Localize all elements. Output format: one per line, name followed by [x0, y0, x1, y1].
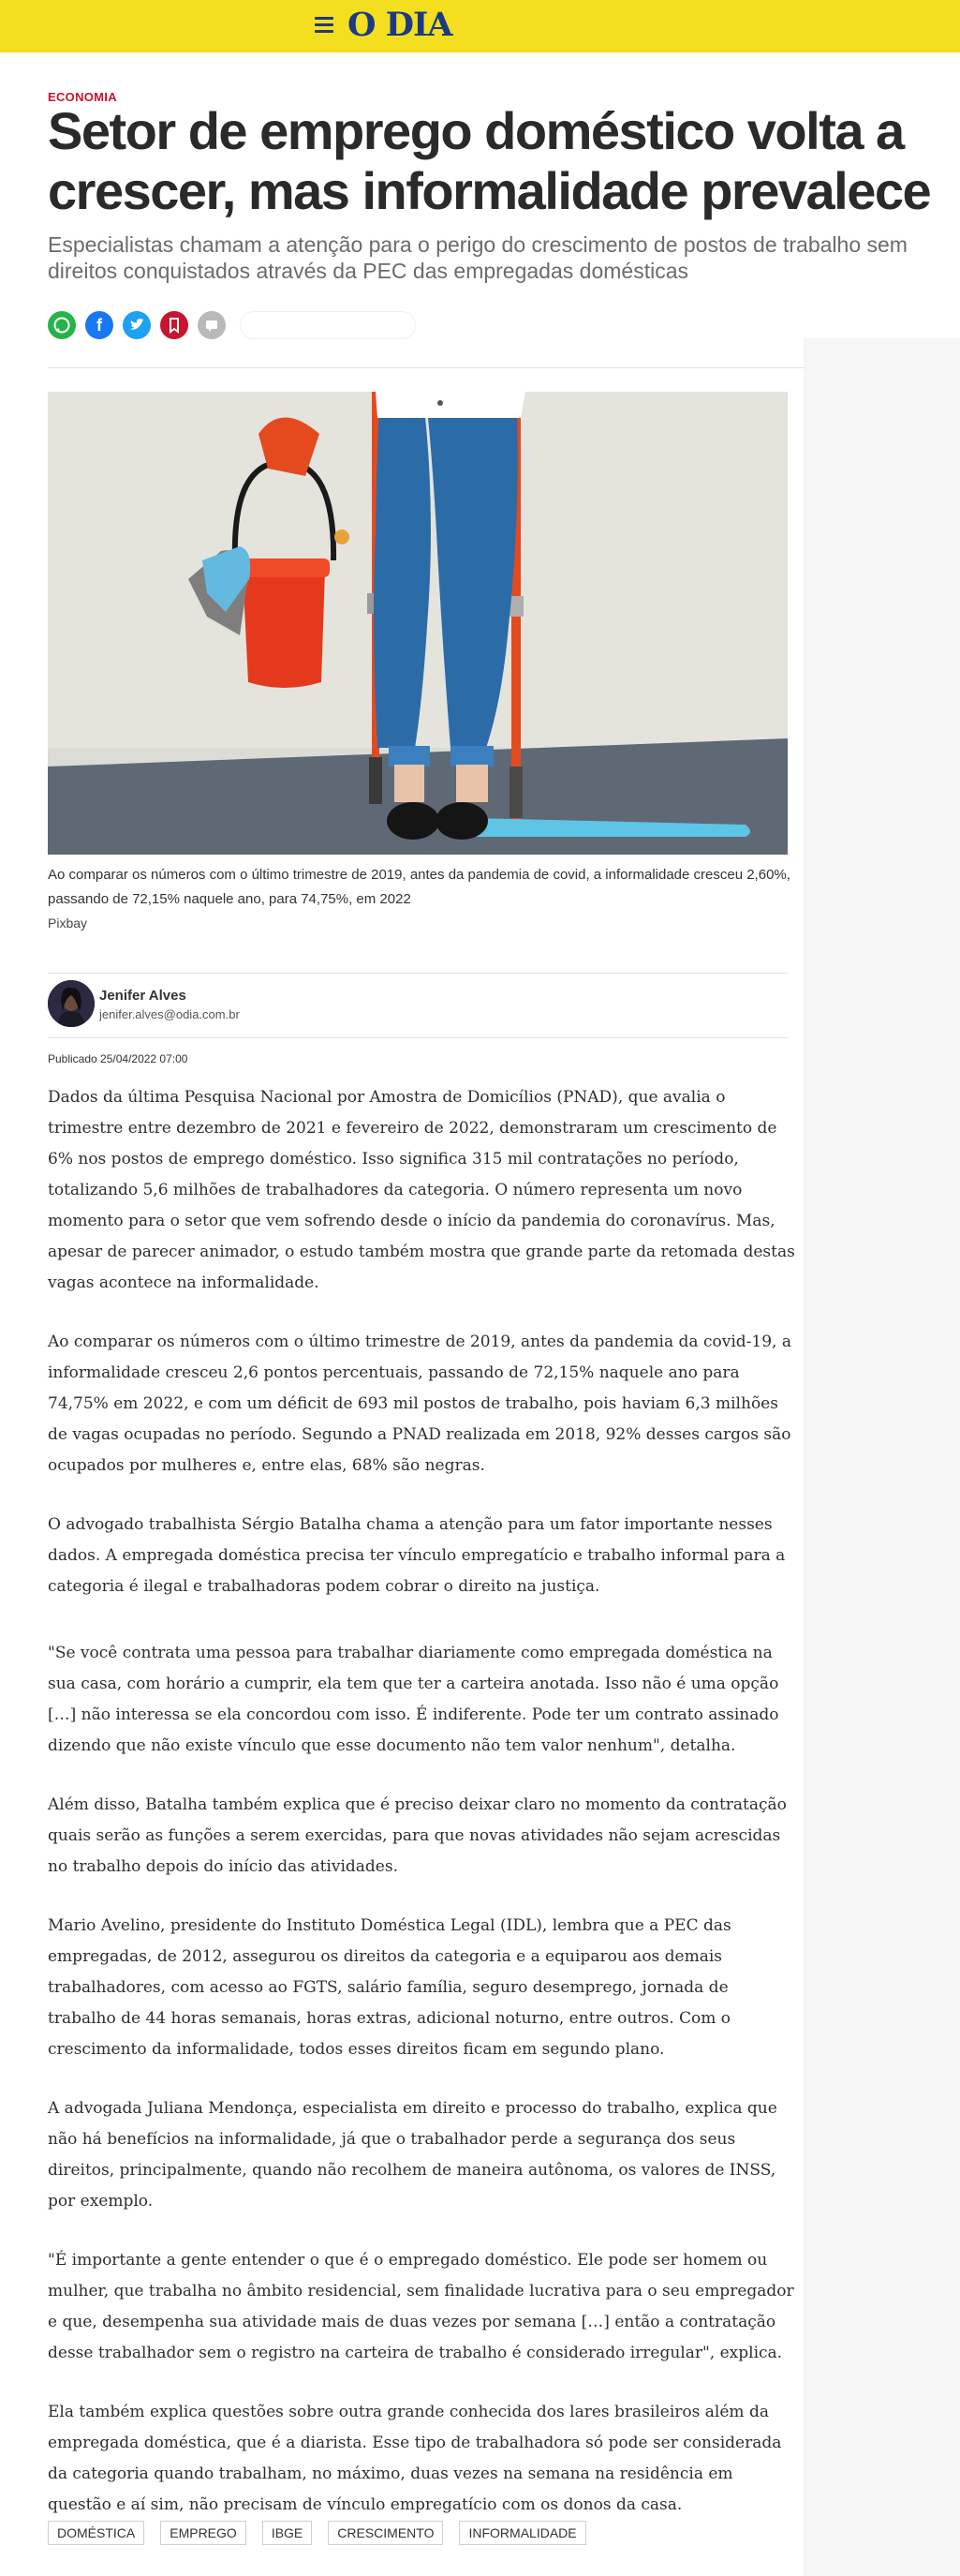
author-email[interactable]: jenifer.alves@odia.com.br	[99, 1007, 240, 1021]
cleaning-illustration	[48, 392, 788, 855]
comment-icon	[198, 311, 226, 339]
article-quote: "Se você contrata uma pessoa para trabalhar diariamente como empregada doméstica na sua casa, com horário a cumprir, ela tem que ter a carteira anotada. Isso não é uma opção […] não interessa se ela concordou com isso. É indiferente. Pode ter um contrato assinado dizendo que não existe vínculo que esse documento não tem valor nenhum", detalha.	[48, 1644, 779, 1755]
bookmark-icon	[160, 311, 188, 339]
image-caption: Ao comparar os números com o último trimestre de 2019, antes da pandemia de covid, a informalidade cresceu 2,60%, passando de 72,15% naquele ano, para 74,75%, em 2022	[48, 867, 790, 907]
divider	[48, 367, 805, 368]
image-credit: Pixbay	[48, 916, 88, 931]
author-avatar[interactable]	[48, 980, 95, 1027]
author-name[interactable]: Jenifer Alves	[99, 988, 186, 1004]
tag-list	[48, 2521, 586, 2545]
top-bar	[0, 0, 960, 52]
facebook-share-button[interactable]	[85, 311, 113, 339]
divider	[48, 1037, 788, 1038]
tag-informalidade[interactable]: INFORMALIDADE	[459, 2521, 585, 2545]
article-paragraph: Ao comparar os números com o último trimestre de 2019, antes da pandemia da covid-19, a informalidade cresceu 2,6 pontos percentuais, passando de 72,15% naquele ano para 74,75% em 2022, e com um déficit de 693 mil postos de trabalho, pois haviam 6,3 milhões de vagas ocupadas no período. Segundo a PNAD realizada em 2018, 92% desses cargos são ocupados por mulheres e, entre elas, 68% são negras.	[48, 1333, 791, 1475]
section-kicker[interactable]: ECONOMIA	[48, 90, 117, 104]
tag-ibge[interactable]: IBGE	[262, 2521, 312, 2545]
comment-button[interactable]	[198, 311, 226, 339]
sidebar-area	[804, 337, 960, 2576]
site-logo[interactable]: O DIA	[347, 6, 452, 44]
article-paragraph: Além disso, Batalha também explica que é preciso deixar claro no momento da contratação quais serão as funções a serem exercidas, para que novas atividades não sejam acrescidas no trabalho depois do início das atividades.	[48, 1795, 787, 1876]
article-subtitle: Especialistas chamam a atenção para o perigo do crescimento de postos de trabalho sem direitos conquistados através da PEC das empregadas domésticas	[48, 232, 908, 283]
article-quote: "É importante a gente entender o que é o empregado doméstico. Ele pode ser homem ou mulher, que trabalha no âmbito residencial, sem finalidade lucrativa para o seu empregador e que, desempenha sua atividade mais de duas vezes por semana […] então a contratação desse trabalhador sem o registro na carteira de trabalho é considerado irregular", explica.	[48, 2251, 794, 2362]
hero-image[interactable]	[48, 392, 788, 855]
share-count-pill	[241, 312, 415, 338]
published-date: Publicado 25/04/2022 07:00	[48, 1052, 188, 1065]
tag-crescimento[interactable]: CRESCIMENTO	[328, 2521, 443, 2545]
article-paragraph: Dados da última Pesquisa Nacional por Amostra de Domicílios (PNAD), que avalia o trimestre entre dezembro de 2021 e fevereiro de 2022, demonstraram um crescimento de 6% nos postos de emprego doméstico. Isso significa 315 mil contratações no período, totalizando 5,6 milhões de trabalhadores da categoria. O número representa um novo momento para o setor que vem sofrendo desde o início da pandemia do coronavírus. Mas, apesar de parecer animador, o estudo também mostra que grande parte da retomada destas vagas acontece na informalidade.	[48, 1088, 795, 1292]
article-paragraph: Ela também explica questões sobre outra grande conhecida dos lares brasileiros além da empregada doméstica, que é a diarista. Esse tipo de trabalhadora só pode ser considerada da categoria quando trabalham, no máximo, duas vezes na semana na residência em questão e aí sim, não precisam de vínculo empregatício com os donos da casa.	[48, 2403, 782, 2514]
article-paragraph: A advogada Juliana Mendonça, especialista em direito e processo do trabalho, explica que não há benefícios na informalidade, já que o trabalhador perde a segurança dos seus direitos, principalmente, quando não recolhem de maneira autônoma, os valores de INSS, por exemplo.	[48, 2099, 777, 2211]
twitter-icon	[123, 311, 151, 339]
article-paragraph: Mario Avelino, presidente do Instituto Doméstica Legal (IDL), lembra que a PEC das empregadas, de 2012, assegurou os direitos da categoria e a equiparou aos demais trabalhadores, com acesso ao FGTS, salário família, seguro desemprego, jornada de trabalho de 44 horas semanais, horas extras, adicional noturno, entre outros. Com o crescimento da informalidade, todos esses direitos ficam em segundo plano.	[48, 1916, 731, 2059]
whatsapp-share-button[interactable]	[48, 311, 76, 339]
whatsapp-icon	[48, 311, 76, 339]
twitter-share-button[interactable]	[123, 311, 151, 339]
menu-icon[interactable]	[315, 17, 333, 36]
article-paragraph: O advogado trabalhista Sérgio Batalha chama a atenção para um fator importante nesses dados. A empregada doméstica precisa ter vínculo empregatício e trabalho informal para a categoria é ilegal e trabalhadoras podem cobrar o direito na justiça.	[48, 1515, 786, 1596]
divider	[48, 973, 788, 974]
article-headline: Setor de emprego doméstico volta a crescer, mas informalidade prevalece	[48, 101, 931, 220]
tag-domestica[interactable]: DOMÉSTICA	[48, 2521, 144, 2545]
bookmark-button[interactable]	[160, 311, 188, 339]
tag-emprego[interactable]: EMPREGO	[160, 2521, 246, 2545]
author-photo	[48, 980, 95, 1027]
facebook-icon: f	[96, 316, 102, 335]
article-body	[48, 1082, 797, 2549]
